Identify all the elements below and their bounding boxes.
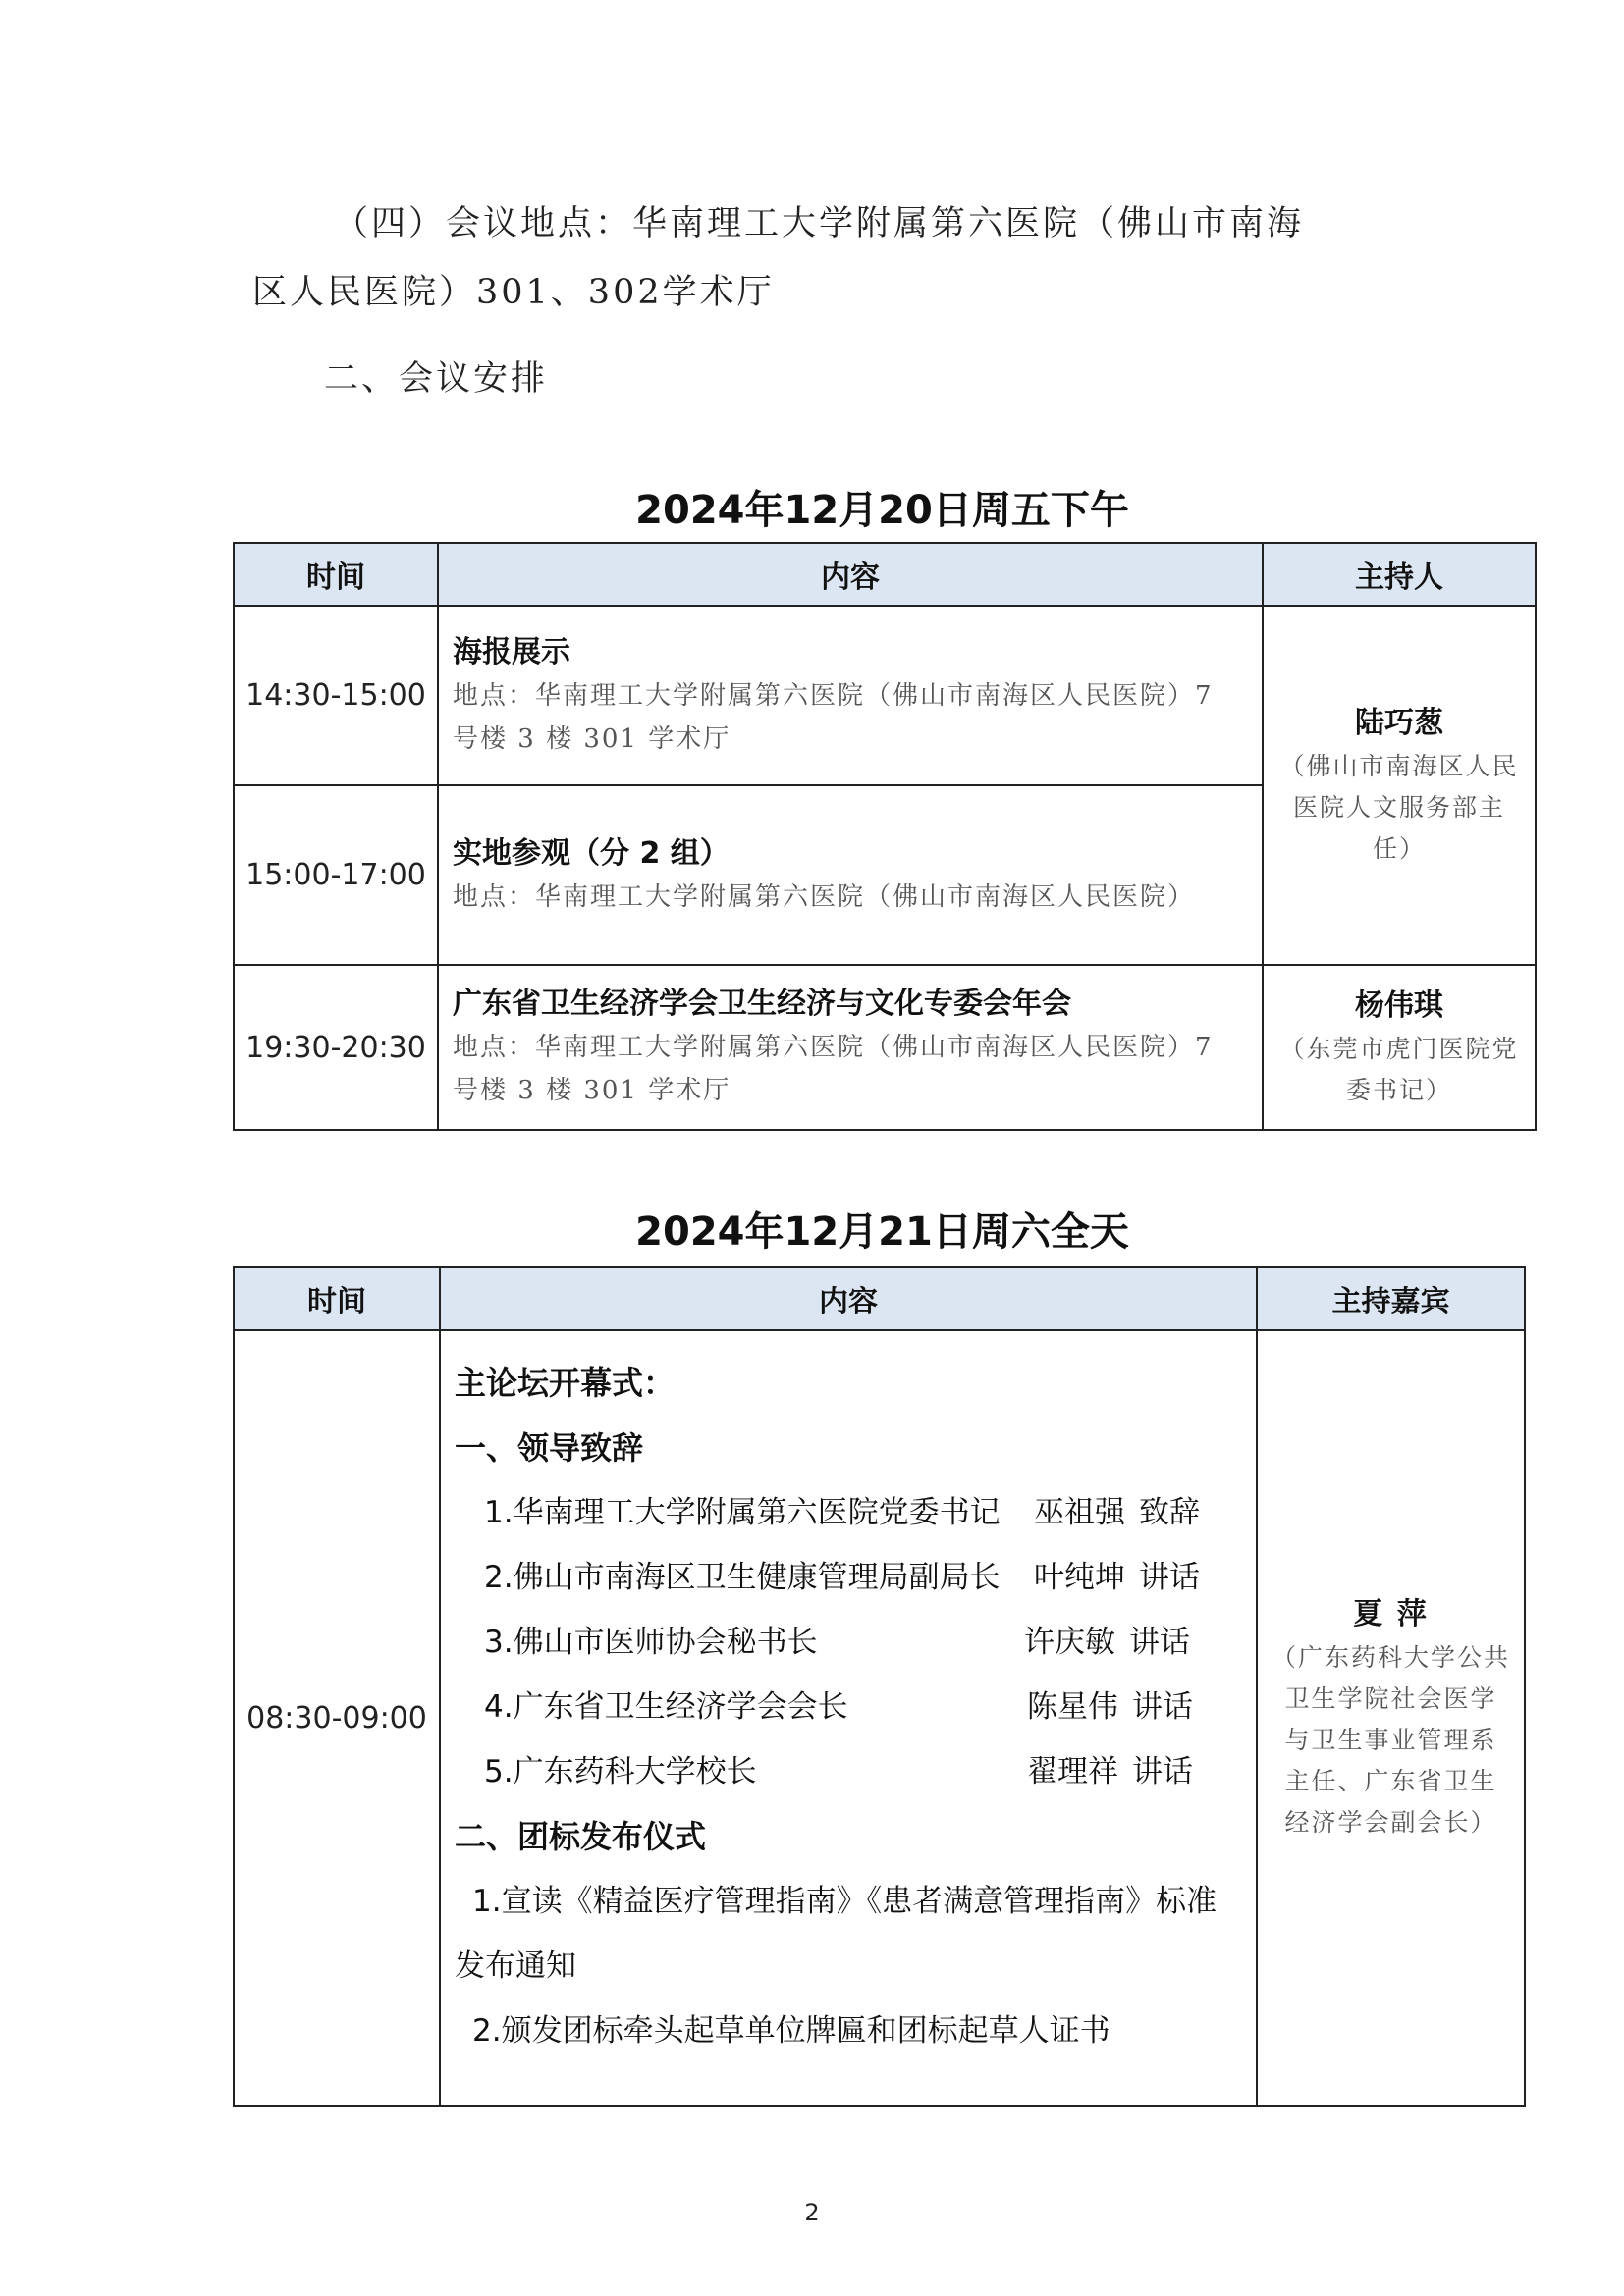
host-cell [1263, 965, 1536, 1130]
speech-action: 致辞 [1139, 1495, 1200, 1530]
speech-role: 3.佛山市医师协会秘书长 [484, 1625, 818, 1660]
speech-item [455, 1739, 1242, 1804]
header-time: 时间 [234, 1267, 440, 1330]
speech-name: 许庆敏 [1024, 1625, 1115, 1660]
host-role: （东莞市虎门医院党 [1279, 1035, 1519, 1063]
table1-title: 2024年12月20日周五下午 [635, 488, 1129, 533]
speech-role: 1.华南理工大学附属第六医院党委书记 [484, 1495, 1001, 1530]
time-cell: 08:30-09:00 [234, 1330, 440, 2106]
host-role: 经济学会副会长） [1284, 1808, 1497, 1837]
host-role: （佛山市南海区人民 [1279, 752, 1519, 780]
item-title: 海报展示 [453, 634, 570, 669]
speech-name: 翟理祥 [1027, 1754, 1118, 1789]
header-content: 内容 [438, 543, 1263, 606]
host-cell [1263, 606, 1536, 965]
item-address: 号楼 3 楼 301 学术厅 [453, 723, 731, 754]
content-cell [440, 1330, 1257, 2106]
speech-name: 叶纯坤 [1034, 1560, 1125, 1595]
header-host: 主持人 [1263, 543, 1536, 606]
host-cell [1257, 1330, 1525, 2106]
item-address: 地点：华南理工大学附属第六医院（佛山市南海区人民医院）7 [453, 680, 1214, 711]
speech-action: 讲话 [1132, 1754, 1193, 1789]
host-role: 主任、广东省卫生 [1284, 1767, 1497, 1795]
table2-title: 2024年12月21日周六全天 [635, 1209, 1129, 1255]
location-line-1: （四）会议地点：华南理工大学附属第六医院（佛山市南海 [334, 204, 1305, 243]
section-standard-release: 二、团标发布仪式 [455, 1818, 707, 1855]
schedule-table-day2 [233, 1266, 1526, 2107]
speech-item [455, 1675, 1242, 1739]
speech-action: 讲话 [1132, 1689, 1193, 1725]
item-address: 号楼 3 楼 301 学术厅 [453, 1076, 731, 1105]
release-item: 1.宣读《精益医疗管理指南》《患者满意管理指南》标准 [472, 1884, 1218, 1919]
content-cell [438, 606, 1263, 785]
speech-item [455, 1480, 1242, 1545]
host-name: 杨伟琪 [1355, 988, 1443, 1023]
table-row [234, 965, 1536, 1130]
release-item-continued: 发布通知 [455, 1949, 576, 1984]
host-name: 夏 萍 [1353, 1597, 1429, 1631]
header-content: 内容 [440, 1267, 1257, 1330]
speech-name: 巫祖强 [1034, 1495, 1125, 1530]
host-role: 医院人文服务部主 [1292, 793, 1505, 822]
section-leader-speeches: 一、领导致辞 [455, 1429, 644, 1467]
speech-item [455, 1545, 1242, 1610]
speech-action: 讲话 [1139, 1560, 1200, 1595]
item-address: 地点：华南理工大学附属第六医院（佛山市南海区人民医院） [453, 881, 1196, 912]
host-role: 委书记） [1345, 1076, 1452, 1104]
host-role: 卫生学院社会医学 [1284, 1684, 1497, 1713]
speech-name: 陈星伟 [1027, 1689, 1118, 1725]
item-title: 实地参观（分 2 组） [453, 835, 730, 871]
speech-role: 2.佛山市南海区卫生健康管理局副局长 [484, 1560, 1001, 1595]
time-cell: 14:30-15:00 [234, 606, 438, 785]
table-header-row [234, 1267, 1525, 1330]
item-address: 地点：华南理工大学附属第六医院（佛山市南海区人民医院）7 [453, 1033, 1214, 1062]
host-role: （广东药科大学公共 [1271, 1643, 1510, 1672]
speech-item [455, 1610, 1242, 1675]
host-name: 陆巧葱 [1355, 706, 1443, 740]
opening-title: 主论坛开幕式： [455, 1364, 676, 1402]
table-header-row [234, 543, 1536, 606]
speech-role: 5.广东药科大学校长 [484, 1754, 757, 1789]
table-row [234, 606, 1536, 785]
time-cell: 19:30-20:30 [234, 965, 438, 1130]
schedule-table-day1 [233, 542, 1537, 1131]
host-role: 与卫生事业管理系 [1284, 1726, 1497, 1754]
content-cell [438, 785, 1263, 965]
time-cell: 15:00-17:00 [234, 785, 438, 965]
header-time: 时间 [234, 543, 438, 606]
page-number: 2 [804, 2199, 820, 2226]
header-host: 主持嘉宾 [1257, 1267, 1525, 1330]
speech-role: 4.广东省卫生经济学会会长 [484, 1689, 848, 1725]
section-heading-arrangement: 二、会议安排 [324, 359, 549, 399]
item-title: 广东省卫生经济学会卫生经济与文化专委会年会 [453, 987, 1071, 1021]
host-role: 任） [1372, 834, 1426, 863]
content-cell [438, 965, 1263, 1130]
table-row [234, 1330, 1525, 2106]
release-item: 2.颁发团标牵头起草单位牌匾和团标起草人证书 [472, 2013, 1110, 2049]
location-line-2: 区人民医院）301、302学术厅 [252, 273, 775, 312]
speech-action: 讲话 [1129, 1625, 1190, 1660]
